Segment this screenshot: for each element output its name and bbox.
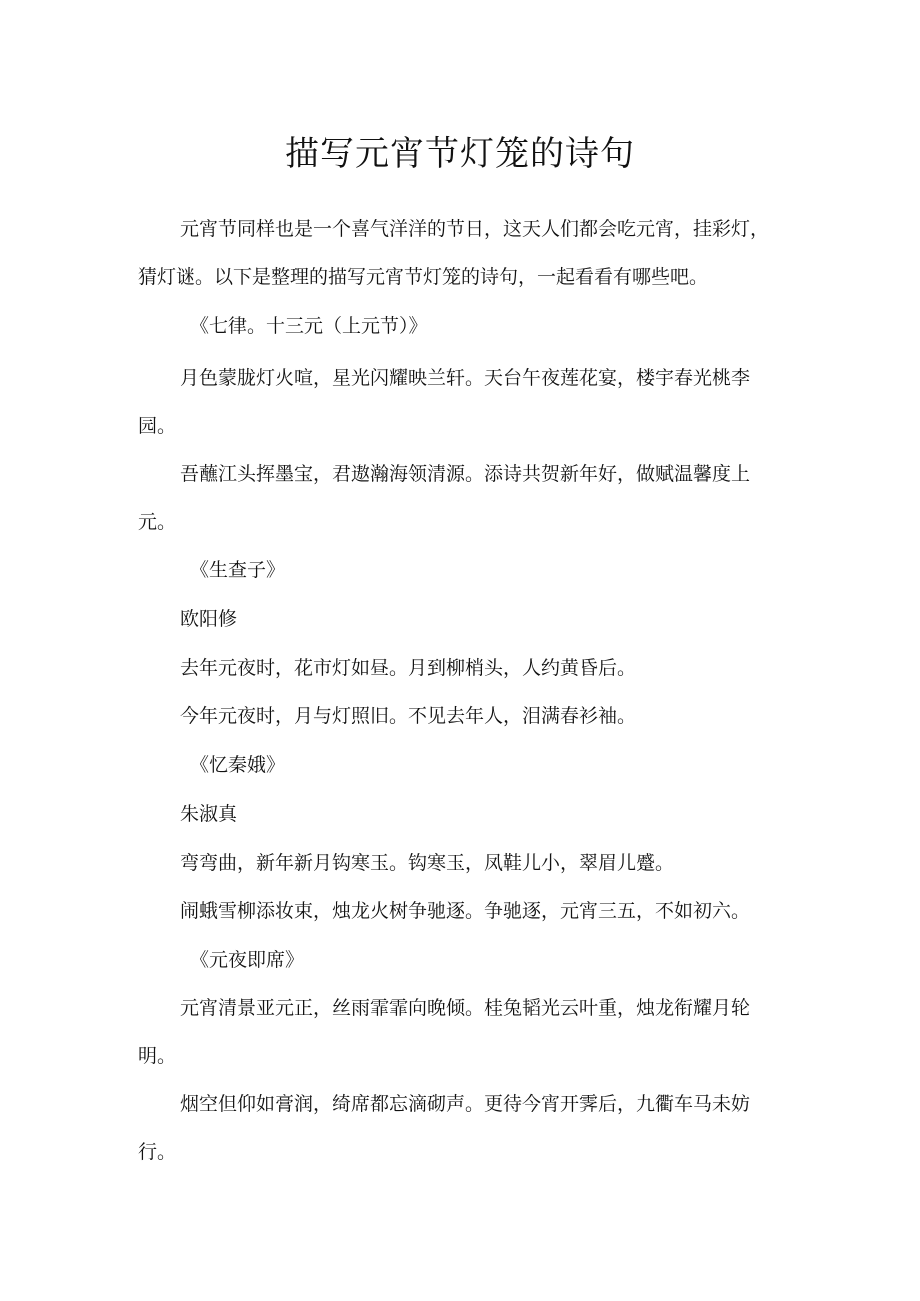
poem-line: 明。 <box>138 1045 177 1067</box>
poem-line: 今年元夜时，月与灯照旧。不见去年人，泪满春衫袖。 <box>180 705 637 727</box>
poem-line: 弯弯曲，新年新月钩寒玉。钩寒玉，凤鞋儿小，翠眉儿蹙。 <box>180 852 675 874</box>
poem-line: 元。 <box>138 511 177 533</box>
intro-line: 猜灯谜。以下是整理的描写元宵节灯笼的诗句，一起看看有哪些吧。 <box>138 266 709 288</box>
intro-line: 元宵节同样也是一个喜气洋洋的节日，这天人们都会吃元宵，挂彩灯， <box>180 218 770 240</box>
poem-stanza <box>138 1080 788 1176</box>
poem-title-text: 《忆秦娥》 <box>190 754 286 776</box>
poem-title <box>138 936 788 984</box>
poem-line: 闹蛾雪柳添妆束，烛龙火树争驰逐。争驰逐，元宵三五，不如初六。 <box>180 900 751 922</box>
poem-author <box>138 790 788 838</box>
poem-stanza <box>138 644 788 740</box>
poem-stanza <box>138 450 788 546</box>
poem-title <box>138 302 788 350</box>
poem-stanza <box>138 984 788 1080</box>
poem-title-text: 《七律。十三元（上元节）》 <box>190 315 428 337</box>
poem-line: 行。 <box>138 1141 177 1163</box>
poem-title <box>138 546 788 594</box>
poem-author <box>138 595 788 643</box>
poem-line: 园。 <box>138 415 177 437</box>
poem-author-text: 欧阳修 <box>180 608 238 630</box>
poem-line: 烟空但仰如膏润，绮席都忘滴砌声。更待今宵开霁后，九衢车马未妨 <box>180 1093 751 1115</box>
poem-line: 去年元夜时，花市灯如昼。月到柳梢头，人约黄昏后。 <box>180 657 637 679</box>
poem-title-text: 《元夜即席》 <box>190 949 305 971</box>
poem-line: 元宵清景亚元正，丝雨霏霏向晚倾。桂兔韬光云叶重，烛龙衔耀月轮 <box>180 997 751 1019</box>
poem-stanza <box>138 354 788 450</box>
intro-paragraph <box>138 205 788 301</box>
poem-line: 月色蒙胧灯火喧，星光闪耀映兰轩。天台午夜莲花宴，楼宇春光桃李 <box>180 367 751 389</box>
poem-title-text: 《生查子》 <box>190 559 286 581</box>
page-title: 描写元宵节灯笼的诗句 <box>285 134 635 174</box>
poem-stanza <box>138 839 788 935</box>
poem-author-text: 朱淑真 <box>180 803 238 825</box>
poem-title <box>138 741 788 789</box>
poem-line: 吾蘸江头挥墨宝，君遨瀚海领清源。添诗共贺新年好，做赋温馨度上 <box>180 463 751 485</box>
